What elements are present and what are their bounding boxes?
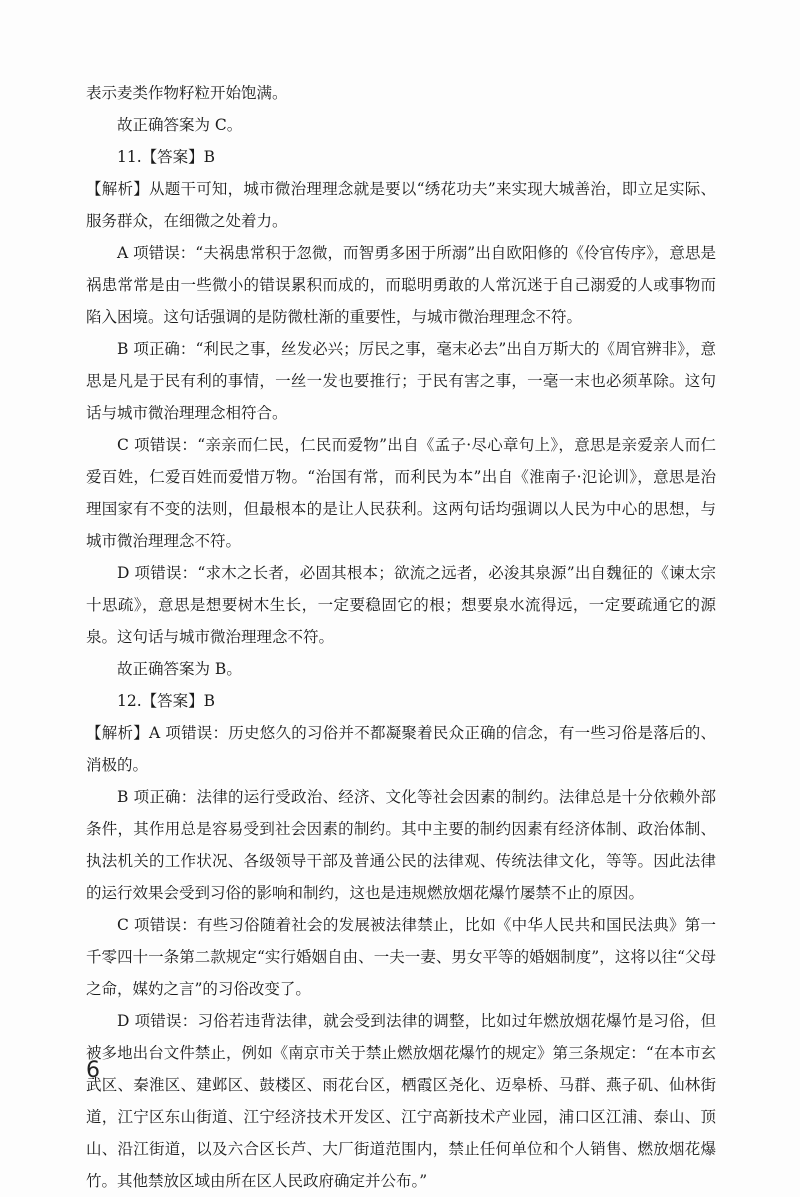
question-12-option-d: D 项错误：习俗若违背法律，就会受到法律的调整，比如过年燃放烟花爆竹是习俗，但被多地出台文件禁止，例如《南京市关于禁止燃放烟花爆竹的规定》第三条规定：“在本市玄武区、秦淮区、建邺区、鼓楼区、雨花台区，栖霞区尧化、迈皋桥、马群、燕子矶、仙林街道，江宁区东山街道、江宁经济技术开发区、江宁高新技术产业园，浦口区江浦、泰山、顶山、沿江街道，以及六合区长芦、大厂街道范围内，禁止任何单位和个人销售、燃放烟花爆竹。其他禁放区域由所在区人民政府确定并公布。” bbox=[86, 1012, 716, 1190]
paragraph-answer-b: 故正确答案为 B。 bbox=[117, 660, 242, 678]
question-12-option-c: C 项错误：有些习俗随着社会的发展被法律禁止，比如《中华人民共和国民法典》第一千零四十一条第二款规定“实行婚姻自由、一夫一妻、男女平等的婚姻制度”，这将以往“父母之命，媒妁之言”的习俗改变了。 bbox=[86, 916, 716, 998]
question-11-answer: 11.【答案】B bbox=[117, 148, 216, 166]
question-11-option-a: A 项错误：“夫祸患常积于忽微，而智勇多困于所溺”出自欧阳修的《伶官传序》，意思是祸患常常是由一些微小的错误累积而成的，而聪明勇敢的人常沉迷于自己溺爱的人或事物而陷入困境。这句话强调的是防微杜渐的重要性，与城市微治理理念不符。 bbox=[86, 244, 716, 326]
paragraph-answer-c: 故正确答案为 C。 bbox=[117, 116, 243, 134]
paragraph-wheat-grain: 表示麦类作物籽粒开始饱满。 bbox=[86, 84, 288, 102]
question-12-option-b: B 项正确：法律的运行受政治、经济、文化等社会因素的制约。法律总是十分依赖外部条件，其作用总是容易受到社会因素的制约。其中主要的制约因素有经济体制、政治体制、执法机关的工作状况、各级领导干部及普通公民的法律观、传统法律文化，等等。因此法律的运行效果会受到习俗的影响和制约，这也是违规燃放烟花爆竹屡禁不止的原因。 bbox=[86, 788, 716, 902]
question-11-option-d: D 项错误：“求木之长者，必固其根本；欲流之远者，必浚其泉源”出自魏征的《谏太宗十思疏》，意思是想要树木生长，一定要稳固它的根；想要泉水流得远，一定要疏通它的源泉。这句话与城市微治理理念不符。 bbox=[86, 564, 716, 646]
answer-explanation-text bbox=[86, 77, 716, 1197]
question-11-option-c: C 项错误：“亲亲而仁民，仁民而爱物”出自《孟子·尽心章句上》，意思是亲爱亲人而仁爱百姓，仁爱百姓而爱惜万物。“治国有常，而利民为本”出自《淮南子·氾论训》，意思是治理国家有不变的法则，但最根本的是让人民获利。这两句话均强调以人民为中心的思想，与城市微治理理念不符。 bbox=[86, 436, 716, 550]
question-12-answer: 12.【答案】B bbox=[117, 692, 216, 710]
question-11-analysis: 【解析】从题干可知，城市微治理理念就是要以“绣花功夫”来实现大城善治，即立足实际、服务群众，在细微之处着力。 bbox=[86, 180, 716, 230]
question-11-option-b: B 项正确：“利民之事，丝发必兴；厉民之事，毫末必去”出自万斯大的《周官辨非》，意思是凡是于民有利的事情，一丝一发也要推行；于民有害之事，一毫一末也必须革除。这句话与城市微治理理念相符合。 bbox=[86, 340, 716, 422]
page-number: 6 bbox=[86, 1058, 100, 1083]
question-12-option-a: 【解析】A 项错误：历史悠久的习俗并不都凝聚着民众正确的信念，有一些习俗是落后的、消极的。 bbox=[86, 724, 716, 774]
